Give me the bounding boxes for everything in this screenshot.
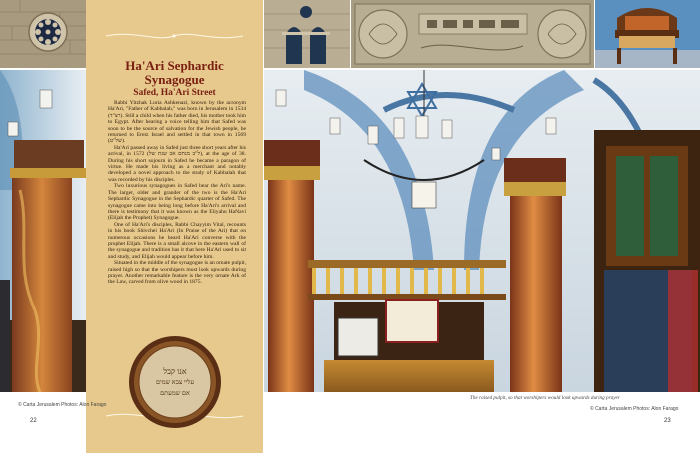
photo-caption: The raised pulpit, so that worshipers would look upwards during prayer [470, 395, 620, 401]
top-window-photo [264, 0, 350, 68]
main-interior-photo [264, 70, 700, 392]
page-number-right: 23 [664, 418, 671, 424]
top-left-window-photo [0, 0, 86, 68]
medallion-line-2: עליי צבא שמים [155, 379, 195, 386]
top-ornament-icon [86, 30, 263, 42]
subtitle: Safed, Ha'Ari Street [133, 88, 216, 98]
paragraph-3: Two luxurious synagogues in Safed bear the Ari's name. The larger, older and grander of the two is the Ha'Ari Sephardic Synagogue in the Sephardic quarter of Safed. The synagogue came into being long before Ha'Ari's arrival and there is testimony that it was known as the Eliyahu HaNavi (Elijah the Prophet) Synagogue. [108, 183, 246, 222]
article-body [108, 100, 246, 286]
elijah-chair-photo [595, 0, 700, 68]
medallion-line-3: אם שמעתם [160, 390, 190, 397]
page-number-left: 22 [30, 418, 37, 424]
medallion-line-1: אנו קבל [163, 367, 187, 376]
paragraph-4: One of Ha'Ari's disciples, Rabbi Chayyim Vital, recounts in his book Shivchei Ha'Ari (In Praise of the Ari) that on numerous occasions he heard Ha'Ari converse with the prophet Elijah. There is a small alcove in the eastern wall of the synagogue and tradition has it that here Ha'Ari used to sit and study, and Elijah would appear before him. [108, 221, 246, 260]
title-line-1: Ha'Ari Sephardic [125, 58, 224, 73]
paragraph-1: Rabbi Yitzhak Luria Ashkenazi, known by the acronym Ha'Ari, "Father of Kabbalah," was born in Jerusalem in 1534 (רצ"ד). Still a child when his father died, his mother took him to Egypt. After hearing a voice telling him that Safed was soon to be the source of salvation for the Jewish people, he returned to Eretz Israel and settled in that town in 1569 (של"ט). [108, 100, 246, 145]
credits-right: © Carta Jerusalem Photos: Alon Farago [590, 406, 679, 412]
inscription-relief-photo [351, 0, 594, 68]
left-interior-photo [0, 70, 86, 392]
wooden-medallion [128, 335, 222, 429]
paragraph-5: Situated in the middle of the synagogue is an ornate pulpit, raised high so that the worshipers must look upwards during prayer. Another remarkable feature is the very ornate Ark of the Law, carved from olive wood in 1875. [108, 260, 246, 286]
credits-left: © Carta Jerusalem Photos: Alon Farago [18, 402, 107, 408]
paragraph-2: Ha'Ari passed away in Safed just three short years after his arrival, in 1572 (ל"ב מנחם אב שנת של), at the age of 38. During his short sojourn in Safed he became a paragon of virtue. He made his living as a merchant and notably developed a novel approach to the study of Kabbalah that was recorded by his disciples. [108, 144, 246, 183]
title-line-2: Synagogue [144, 72, 205, 87]
